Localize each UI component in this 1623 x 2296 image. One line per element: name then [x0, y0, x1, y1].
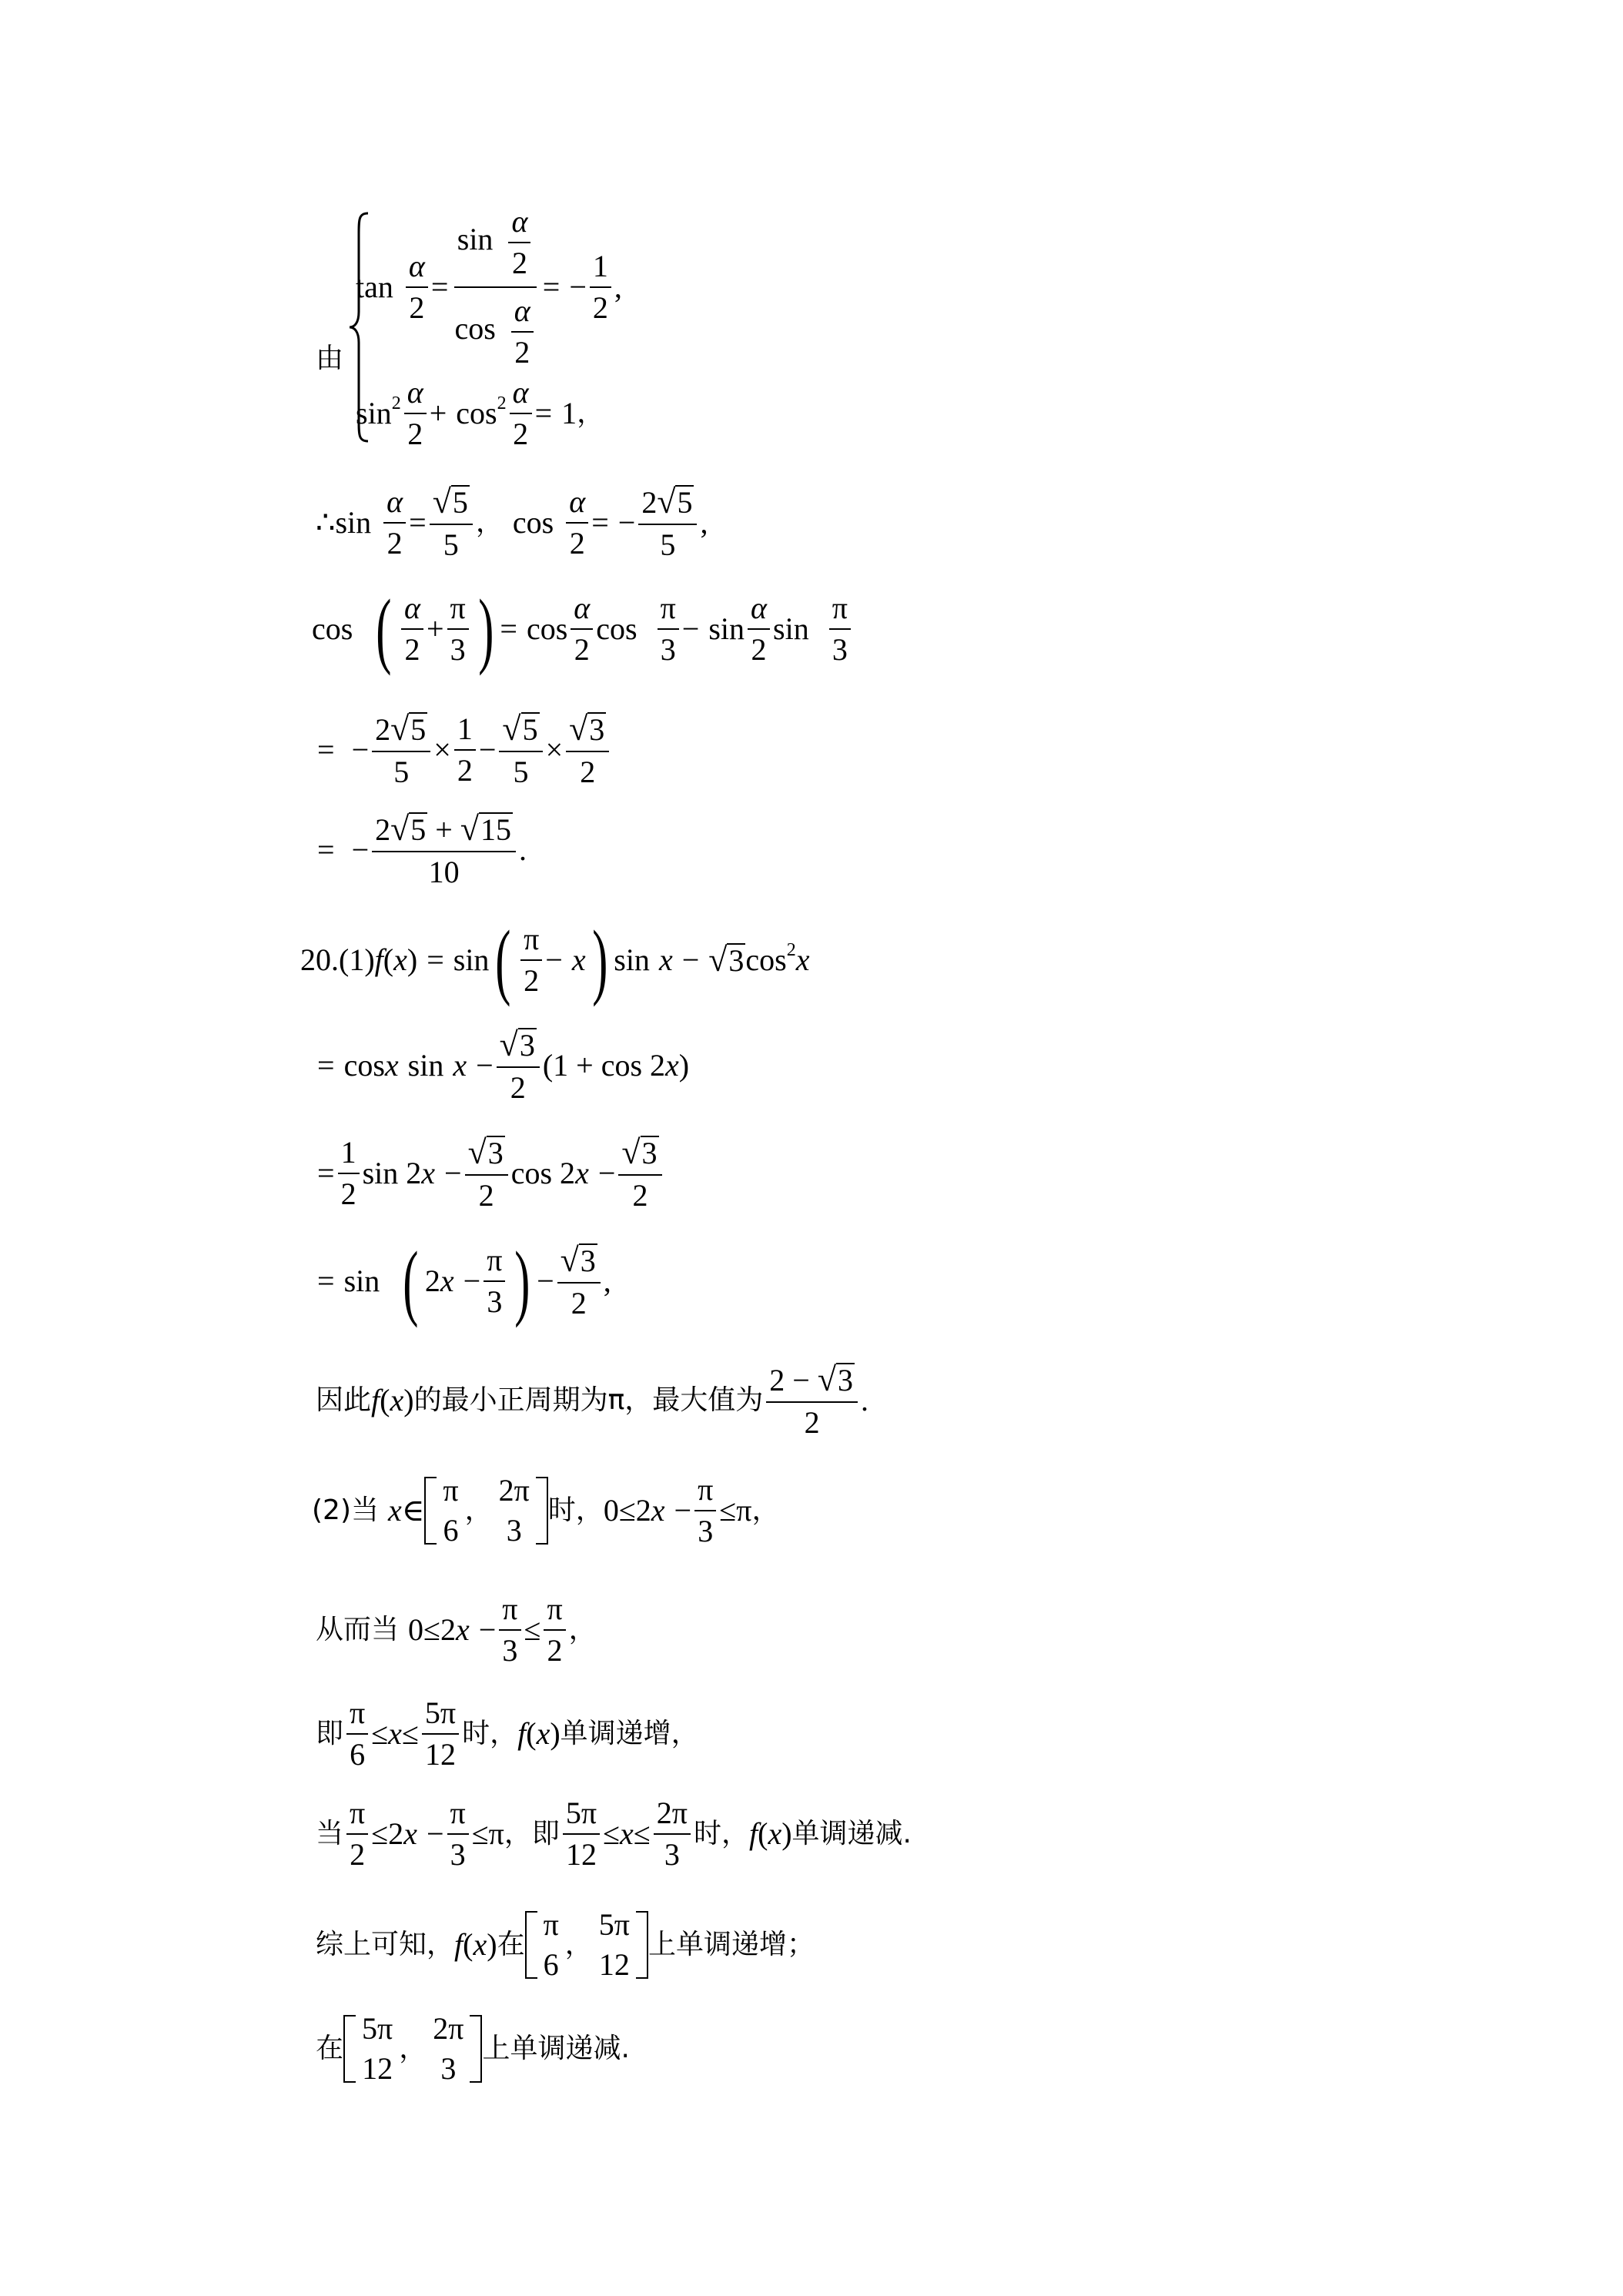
q20-summary2: 在 5π 12 ， 2π 3 上单调递减. [316, 2011, 630, 2086]
eq-tan-half: tan $\frac{\alpha}{2}$ = sin $\frac{\alpha}{2}$ cos $\frac{\alpha}{2}$ = − $\frac{1}{2}$ , [356, 204, 622, 370]
eq-pythag: $\sin^2$ $\frac{\alpha}{2}$ + $\cos^2$ $\frac{\alpha}{2}$ = 1 ， [356, 375, 605, 451]
q20-part2-line2: 从而当 0≤2 x − $\frac{\pi}{3}$ ≤ $\frac{\pi}{2}$ ， [316, 1591, 597, 1668]
q20-step3: = sin ( 2 x − $\frac{\pi}{3}$ ) − √ 3 2 , [317, 1233, 611, 1328]
q20-part1: 20.(1) f ( x ) = sin ( $\frac{\pi}{2}$ − x ) sin x − √ 3 $\cos^2$ x [300, 912, 810, 1007]
eq-cos-sum: cos ( $\frac{\alpha}{2}$ + $\frac{\pi}{3}$ ) = cos $\frac{\alpha}{2}$ cos $\frac{\pi}{3}$ − sin $\frac{\alpha}{2}$ sin $\frac{\pi}{3}$ [312, 593, 854, 665]
eq-step3: = − 2 √ 5 + √ 15 10 . [317, 810, 527, 889]
q20-decrease: 当 $\frac{\pi}{2}$ ≤2 x − $\frac{\pi}{3}$ ≤π ， 即 $\frac{5\pi}{12}$ ≤ x ≤ $\frac{2\pi}{3}$ 时， f ( x ) 单调递减. [316, 1796, 912, 1872]
eq-therefore: ∴ sin $\frac{\alpha}{2}$ = √ 5 5 ， cos $\frac{\alpha}{2}$ = − 2 √ 5 5 , [316, 483, 708, 562]
q20-part2: (2)当 x ∈ π 6 ， 2π 3 时， 0≤2 x − $\frac{\pi}{3}$ ≤π ， [312, 1472, 780, 1548]
you-char: 由 [316, 343, 344, 374]
q20-step2: = $\frac{1}{2}$ sin 2 x − √ 3 2 cos 2 x − √ 3 2 [317, 1136, 665, 1211]
q20-step1: = cos x sin x − √ 3 2 (1 + cos 2 x ) [317, 1026, 690, 1105]
q20-conclusion1: 因此 f ( x ) 的最小正周期为π，最大值为 2 − √ 3 2 . [316, 1361, 868, 1440]
q20-summary1: 综上可知， f ( x ) 在 π 6 ， 5π 12 上单调递增； [316, 1907, 815, 1982]
q20-increase: 即 $\frac{\pi}{6}$ ≤ x ≤ $\frac{5\pi}{12}$ 时， f ( x ) 单调递增， [316, 1695, 699, 1772]
eq-step2: = − 2 √ 5 5 × $\frac{1}{2}$ − √ 5 5 × √ 3 2 [317, 712, 612, 788]
